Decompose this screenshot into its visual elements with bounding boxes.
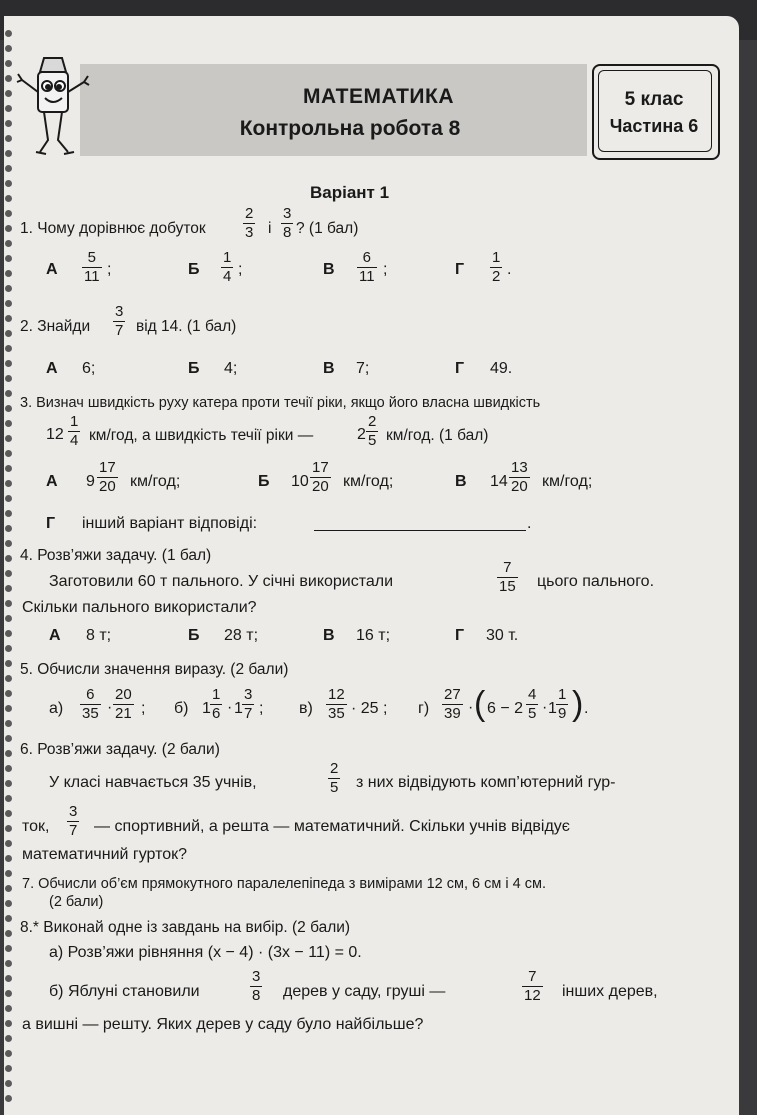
- binding-hole: [5, 1050, 12, 1057]
- binding-hole: [5, 885, 12, 892]
- q1-option-a-letter: А: [46, 261, 58, 278]
- q1-option-d-sep: .: [507, 261, 512, 278]
- q5b-whole-2: 1: [234, 700, 243, 717]
- q1-option-c-letter: В: [323, 261, 335, 278]
- q3-option-b-letter: Б: [258, 473, 270, 490]
- q7-line-2: (2 бали): [49, 894, 104, 910]
- binding-hole: [5, 405, 12, 412]
- binding-hole: [5, 735, 12, 742]
- q4-option-d-letter: Г: [455, 627, 465, 644]
- binding-hole: [5, 255, 12, 262]
- q3-option-b-whole: 10: [291, 473, 309, 490]
- binding-hole: [5, 855, 12, 862]
- grade-box-inner: [598, 70, 712, 152]
- q5b-dot: ·: [227, 699, 233, 716]
- binding-hole: [5, 180, 12, 187]
- q2-option-b-letter: Б: [188, 360, 200, 377]
- q1-option-b-fraction: 1 4: [223, 249, 232, 285]
- q4-fraction: 7 15: [499, 559, 516, 595]
- q2-option-d-letter: Г: [455, 360, 465, 377]
- binding-hole: [5, 840, 12, 847]
- binding-hole: [5, 870, 12, 877]
- binding-hole: [5, 525, 12, 532]
- q2-option-c-letter: В: [323, 360, 335, 377]
- binding-hole: [5, 1005, 12, 1012]
- q6-fraction-2: 3 7: [69, 803, 78, 839]
- q4-option-c-letter: В: [323, 627, 335, 644]
- q4-option-d-value: 30 т.: [486, 627, 519, 644]
- q1-option-d-letter: Г: [455, 261, 465, 278]
- q2-text: 2. Знайди: [20, 318, 91, 335]
- q3-option-a-letter: А: [46, 473, 58, 490]
- binding-hole: [5, 300, 12, 307]
- open-paren: (: [474, 685, 486, 723]
- q4-line-1b: цього пального.: [537, 573, 655, 590]
- q2-option-a-value: 6;: [82, 360, 96, 377]
- q1-text: 1. Чому дорівнює добуток: [20, 220, 206, 237]
- binding-hole: [5, 1065, 12, 1072]
- q2-points: від 14. (1 бал): [136, 318, 237, 335]
- binding-hole: [5, 30, 12, 37]
- q3-option-b-fraction: 17 20: [312, 459, 329, 495]
- q5a-dot: ·: [107, 699, 113, 716]
- q1-option-c-sep: ;: [383, 261, 388, 278]
- binding-hole: [5, 750, 12, 757]
- binding-hole: [5, 765, 12, 772]
- q8b-text-1: б) Яблуні становили: [49, 983, 200, 1000]
- q3-speed-fraction: 1 4: [70, 413, 79, 449]
- binding-hole: [5, 150, 12, 157]
- q5d-fraction-2: 4 5: [528, 686, 537, 722]
- q6-line-2b: — спортивний, а решта — математичний. Скільки учнів відвідує: [94, 818, 570, 835]
- page-title: МАТЕМАТИКА: [303, 85, 454, 108]
- q8a-text: а) Розв’яжи рівняння (x − 4) · (3x − 11) = 0.: [49, 944, 362, 961]
- binding-hole: [5, 795, 12, 802]
- q5d-dot-2: ·: [542, 699, 548, 716]
- q8b-fraction-2: 7 12: [524, 968, 541, 1004]
- binding-hole: [5, 480, 12, 487]
- binding-hole: [5, 45, 12, 52]
- q4-option-b-letter: Б: [188, 627, 200, 644]
- binding-hole: [5, 690, 12, 697]
- binding-hole: [5, 450, 12, 457]
- binding-hole: [5, 540, 12, 547]
- q5b-whole-1: 1: [202, 700, 211, 717]
- q3-speed-whole: 12: [46, 426, 64, 443]
- q3-option-a-whole: 9: [86, 473, 95, 490]
- q1-option-b-letter: Б: [188, 261, 200, 278]
- q8b-text-4: а вишні — решту. Яких дерев у саду було найбільше?: [22, 1016, 424, 1033]
- binding-hole: [5, 630, 12, 637]
- q1-points: ? (1 бал): [296, 220, 359, 237]
- q3-option-d-text: інший варіант відповіді:: [82, 515, 258, 532]
- binding-hole: [5, 285, 12, 292]
- q1-fraction-2: 3 8: [283, 205, 292, 241]
- q6-heading: 6. Розв’яжи задачу. (2 бали): [20, 741, 220, 758]
- q5a-fraction-1: 6 35: [82, 686, 99, 722]
- close-paren: ): [572, 685, 584, 723]
- binding-hole: [5, 330, 12, 337]
- binding-hole: [5, 945, 12, 952]
- q6-line-1a: У класі навчається 35 учнів,: [49, 774, 257, 791]
- binding-hole: [5, 195, 12, 202]
- q3-points: км/год. (1 бал): [386, 427, 489, 444]
- q6-line-3: математичний гурток?: [22, 846, 188, 863]
- q2-option-c-value: 7;: [356, 360, 370, 377]
- q8b-text-2: дерев у саду, груші —: [283, 983, 446, 1000]
- binding-hole: [5, 975, 12, 982]
- binding-hole: [5, 120, 12, 127]
- binding-hole: [5, 165, 12, 172]
- q5d-label: г): [418, 700, 430, 717]
- q5a-fraction-2: 20 21: [115, 686, 132, 722]
- q2-option-a-letter: А: [46, 360, 58, 377]
- binding-hole: [5, 240, 12, 247]
- binding-hole: [5, 315, 12, 322]
- q2-option-b-value: 4;: [224, 360, 238, 377]
- q1-fraction-1: 2 3: [245, 205, 254, 241]
- q3-option-b-unit: км/год;: [343, 473, 394, 490]
- answer-blank-line[interactable]: [314, 530, 526, 531]
- binding-hole: [5, 135, 12, 142]
- binding-hole: [5, 555, 12, 562]
- binding-hole: [5, 465, 12, 472]
- q5d-inner: 6 − 2: [487, 700, 524, 717]
- q8b-text-3: інших дерев,: [562, 983, 658, 1000]
- q5b-fraction-2: 3 7: [244, 686, 253, 722]
- binding-hole: [5, 345, 12, 352]
- q3-line-1: 3. Визнач швидкість руху катера проти течії ріки, якщо його власна швидкість: [20, 395, 541, 411]
- q5a-label: а): [49, 700, 64, 717]
- binding-hole: [5, 900, 12, 907]
- part-label: Частина 6: [609, 116, 699, 136]
- binding-hole: [5, 585, 12, 592]
- binding-hole: [5, 930, 12, 937]
- q5c-label: в): [299, 700, 313, 717]
- q5b-label: б): [174, 700, 189, 717]
- variant-title: Варіант 1: [310, 183, 390, 202]
- binding-hole: [5, 510, 12, 517]
- q4-line-2: Скільки пального використали?: [22, 599, 257, 616]
- binding-hole: [5, 210, 12, 217]
- binding-hole: [5, 1035, 12, 1042]
- binding-hole: [5, 435, 12, 442]
- q3-option-c-unit: км/год;: [542, 473, 593, 490]
- q5d-end: .: [584, 700, 589, 717]
- binding-hole: [5, 270, 12, 277]
- q4-line-1a: Заготовили 60 т пального. У січні використали: [49, 573, 394, 590]
- binding-hole: [5, 990, 12, 997]
- binding-hole: [5, 600, 12, 607]
- q3-option-a-unit: км/год;: [130, 473, 181, 490]
- q5a-sep: ;: [141, 700, 146, 717]
- binding-hole: [5, 75, 12, 82]
- q1-option-d-fraction: 1 2: [492, 249, 501, 285]
- q3-mid-text: км/год, а швидкість течії ріки —: [89, 427, 314, 444]
- binding-hole: [5, 390, 12, 397]
- binding-hole: [5, 645, 12, 652]
- q3-option-c-fraction: 13 20: [511, 459, 528, 495]
- q6-line-2a: ток,: [22, 818, 50, 835]
- grade-label: 5 клас: [624, 89, 684, 110]
- q3-option-a-fraction: 17 20: [99, 459, 116, 495]
- binding-hole: [5, 495, 12, 502]
- q5d-dot: ·: [468, 699, 474, 716]
- q5c-rest: · 25 ;: [351, 700, 388, 717]
- q4-option-b-value: 28 т;: [224, 627, 259, 644]
- binding-hole: [5, 780, 12, 787]
- q5d-fraction-1: 27 39: [444, 686, 461, 722]
- q4-heading: 4. Розв’яжи задачу. (1 бал): [20, 547, 212, 564]
- q3-option-c-letter: В: [455, 473, 467, 490]
- q1-option-a-fraction: 5 11: [84, 249, 100, 285]
- binding-hole: [5, 1020, 12, 1027]
- q5d-fraction-3: 1 9: [558, 686, 567, 722]
- q3-option-d-letter: Г: [46, 515, 56, 532]
- binding-hole: [5, 420, 12, 427]
- q5d-whole: 1: [548, 700, 557, 717]
- binding-hole: [5, 60, 12, 67]
- q4-option-a-letter: А: [49, 627, 61, 644]
- binding-hole: [5, 1095, 12, 1102]
- binding-hole: [5, 675, 12, 682]
- q6-fraction-1: 2 5: [330, 760, 339, 796]
- q8b-fraction-1: 3 8: [252, 968, 261, 1004]
- binding-hole: [5, 615, 12, 622]
- binding-hole: [5, 720, 12, 727]
- q4-option-a-value: 8 т;: [86, 627, 112, 644]
- q5c-fraction: 12 35: [328, 686, 345, 722]
- q1-and: і: [268, 220, 272, 237]
- q6-line-1b: з них відвідують комп’ютерний гур-: [356, 774, 616, 791]
- q5b-fraction-1: 1 6: [212, 686, 221, 722]
- q8-heading: 8.* Виконай одне із завдань на вибір. (2 бали): [20, 919, 351, 936]
- q3-current-whole: 2: [357, 426, 366, 443]
- binding-hole: [5, 570, 12, 577]
- q2-fraction: 3 7: [115, 303, 124, 339]
- q1-option-b-sep: ;: [238, 261, 243, 278]
- binding-hole: [5, 225, 12, 232]
- test-subtitle: Контрольна робота 8: [239, 117, 461, 140]
- binding-hole: [5, 360, 12, 367]
- q3-option-c-whole: 14: [490, 473, 508, 490]
- binding-holes: [2, 0, 16, 1115]
- binding-hole: [5, 375, 12, 382]
- q4-option-c-value: 16 т;: [356, 627, 391, 644]
- q3-current-fraction: 2 5: [368, 413, 377, 449]
- binding-hole: [5, 960, 12, 967]
- q5b-sep: ;: [259, 700, 264, 717]
- q3-option-d-end: .: [527, 515, 532, 532]
- q2-option-d-value: 49.: [490, 360, 513, 377]
- q1-option-c-fraction: 6 11: [359, 249, 375, 285]
- binding-hole: [5, 810, 12, 817]
- binding-hole: [5, 1080, 12, 1087]
- q5-heading: 5. Обчисли значення виразу. (2 бали): [20, 661, 289, 678]
- binding-hole: [5, 660, 12, 667]
- binding-hole: [5, 915, 12, 922]
- binding-hole: [5, 705, 12, 712]
- q1-option-a-sep: ;: [107, 261, 112, 278]
- header-band: [80, 64, 587, 156]
- binding-hole: [5, 825, 12, 832]
- q7-line-1: 7. Обчисли об’єм прямокутного паралелепіпеда з вимірами 12 см, 6 см і 4 см.: [22, 876, 546, 892]
